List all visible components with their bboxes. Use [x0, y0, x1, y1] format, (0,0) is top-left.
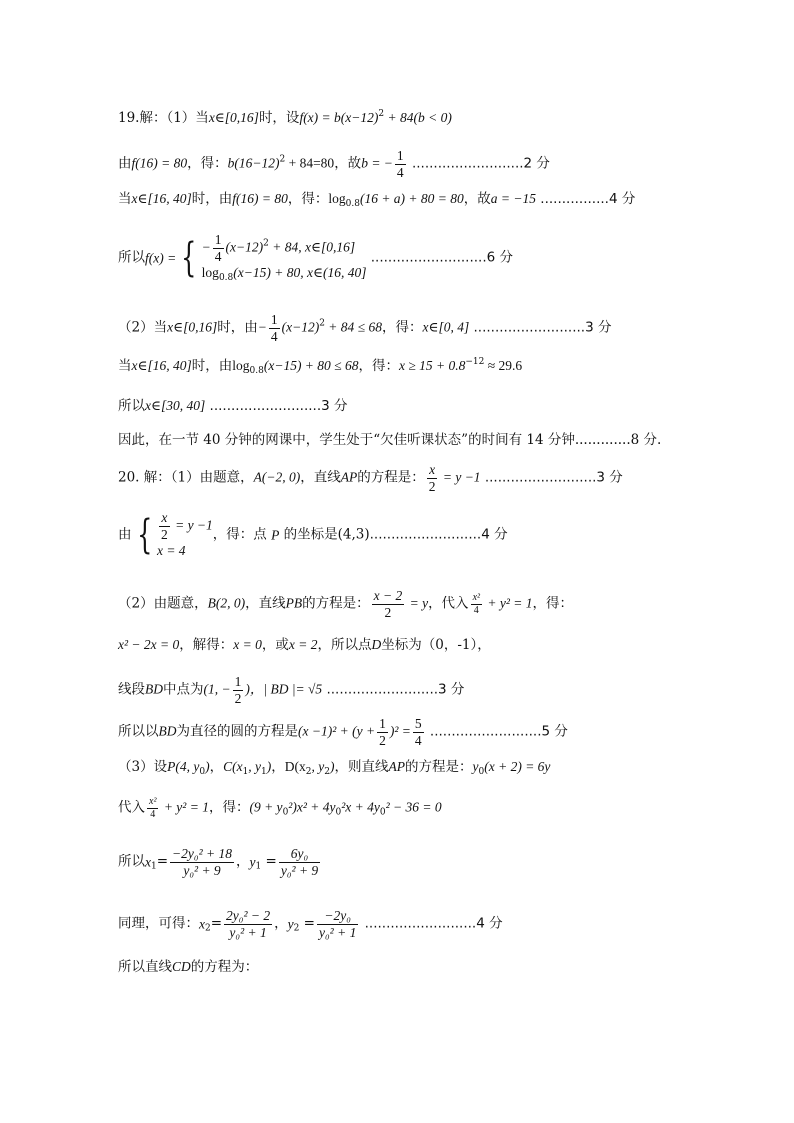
fraction: $\frac{\text{6y₀}}{\text{y₀² + 9}}$ — [280, 846, 319, 878]
fraction: $\frac{1}{2}$ — [379, 716, 386, 748]
fraction: $\frac{\text{x²}}{4}$ — [472, 592, 480, 616]
fraction: $\frac{x}{2}$ — [428, 462, 436, 494]
q19-line-7: 所以x∈[30, 40] ..........................3 分 — [118, 398, 348, 414]
q20-line-5: 线段BD中点为(1, − $\frac{1}{2}$ )，| BD |= √5 ..........................3 分 — [118, 674, 465, 706]
q20-line-3: （2）由题意，B(2, 0)，直线PB的方程是： $\frac{x - 2}{2}$ = y，代入 $\frac{\text{x²}}{4}$ + y² = 1，得： — [118, 588, 574, 620]
q20-line-7: （3）设P(4, $y_0$)，$C(x_1$, $y_1$)，$D(x_2$, $y_2$)，则直线AP的方程是：$y_0(x + 2) = 6y$ — [118, 759, 551, 777]
q20-line-9: 所以$x_1=$ $\frac{\text{−2y₀² + 18}}{\text{y₀² + 9}}$ ，$y_1$ = $\frac{\text{6y₀}}{\text{y₀² + 9}}$ — [118, 846, 319, 878]
piecewise-system: − $\frac{1}{4}$ $(x-12)^2 + 84$, x∈[0,16] $\log_{0.8}(x-15) + 80$, x∈(16, 40] — [201, 232, 367, 284]
q19-line-2: 由f(16) = 80，得：$b(16-12)^2 + 84=80$，故b = − $\frac{1}{4}$ ..........................2 分 — [118, 148, 550, 180]
left-brace: { — [136, 512, 152, 559]
left-brace: { — [181, 235, 197, 282]
fraction: $\frac{5}{4}$ — [414, 716, 422, 748]
q20-line-4: x² − 2x = 0，解得：x = 0，或x = 2，所以点D坐标为（0，-1）， — [118, 637, 491, 653]
q19-line-1: 19.解：（1）当x∈[0,16]时，设$f(x) = b(x-12)^2 + 84(b < 0)$ — [118, 109, 452, 126]
fraction: $\frac{1}{4}$ — [270, 312, 278, 344]
q20-line-10: 同理，可得：$x_2=$ $\frac{\text{2y₀² − 2}}{\text{y₀² + 1}}$ ，$y_2$ = $\frac{\text{−2y₀}}{\text{y₀² + 1}}$ ..........................4 分 — [118, 908, 503, 940]
fraction: $\frac{\text{−2y₀}}{\text{y₀² + 1}}$ — [318, 908, 357, 940]
q20-system: 由 { $\frac{x}{2}$ = y −1 x = 4 ，得：点 P 的坐标是(4,3)..........................4 分 — [118, 510, 508, 561]
q19-piecewise: 所以f(x) = { − $\frac{1}{4}$ $(x-12)^2 + 84$, x∈[0,16] $\log_{0.8}(x-15) + 80$, x∈(16, 40] ...........................6 分 — [118, 232, 513, 284]
q20-line-8: 代入 $\frac{\text{x²}}{4}$ + y² = 1，得：$(9 + y_0^2)x^2 + 4y_0^2x + 4y_0^2 - 36 = 0$ — [118, 796, 442, 820]
fraction: $\frac{\text{x²}}{4}$ — [149, 796, 157, 820]
q20-line-11: 所以直线CD的方程为： — [118, 959, 259, 975]
q20-line-1: 20. 解：（1）由题意，A(−2, 0)，直线AP的方程是： $\frac{x}{2}$ = y −1 ..........................3 分 — [118, 462, 623, 494]
q19-conclusion: 因此，在一节 40 分钟的网课中，学生处于“欠佳听课状态”的时间有 14 分钟.............8 分. — [118, 432, 662, 448]
q20-line-6: 所以以BD为直径的圆的方程是(x −1)² + (y + $\frac{1}{2}$ )² = $\frac{5}{4}$ ..........................5 分 — [118, 716, 568, 748]
fraction: $\frac{1}{2}$ — [234, 674, 242, 706]
q19-line-5: （2）当x∈[0,16]时，由− $\frac{1}{4}$ $(x-12)^2 + 84 \le 68$，得：x∈[0, 4] ..........................3 分 — [118, 312, 612, 344]
fraction: $\frac{1}{4}$ — [396, 148, 404, 180]
q19-line-6: 当x∈[16, 40]时，由$\log_{0.8}(x-15) + 80 \le 68$，得：$x \ge 15 + 0.8^{-12} \approx 29.6$ — [118, 357, 523, 376]
fraction: $\frac{x - 2}{2}$ — [373, 588, 403, 620]
q19-line-3: 当x∈[16, 40]时，由f(16) = 80，得：$\log_{0.8}(16 + a) + 80 = 80$，故a = −15 ................4 分 — [118, 191, 636, 209]
equation-system: $\frac{x}{2}$ = y −1 x = 4 — [156, 510, 213, 559]
fraction: $\frac{\text{2y₀² − 2}}{\text{y₀² + 1}}$ — [226, 908, 271, 940]
fraction: $\frac{\text{−2y₀² + 18}}{\text{y₀² + 9}}$ — [172, 846, 232, 878]
